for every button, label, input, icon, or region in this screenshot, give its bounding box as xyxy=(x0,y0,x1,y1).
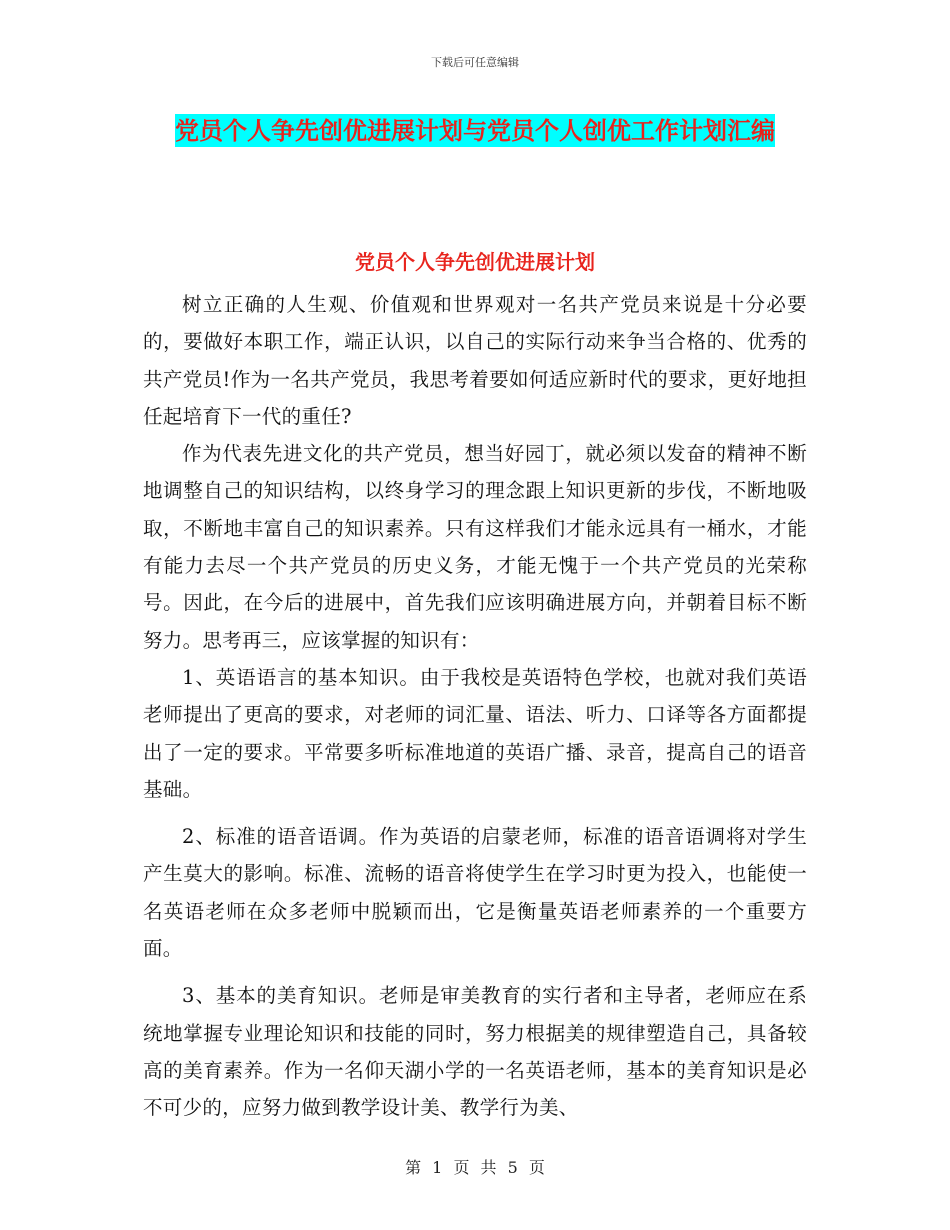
document-title-text: 党员个人争先创优进展计划与党员个人创优工作计划汇编 xyxy=(175,116,775,145)
document-title xyxy=(150,108,800,154)
page-footer: 第 1 页 共 5 页 xyxy=(405,1158,545,1177)
paragraph: 3、基本的美育知识。老师是审美教育的实行者和主导者，老师应在系统地掌握专业理论知识和技能的同时，努力根据美的规律塑造自己，具备较高的美育素养。作为一名仰天湖小学的一名英语老师，基本的美育知识是必不可少的，应努力做到教学设计美、教学行为美、 xyxy=(143,984,807,1120)
header-note: 下载后可任意编辑 xyxy=(431,56,519,69)
section-title: 党员个人争先创优进展计划 xyxy=(355,250,595,274)
body-text xyxy=(143,286,807,1127)
paragraph: 树立正确的人生观、价值观和世界观对一名共产党员来说是十分必要的，要做好本职工作，端正认识，以自己的实际行动来争当合格的、优秀的共产党员!作为一名共产党员，我思考着要如何适应新时代的要求，更好地担任起培育下一代的重任? xyxy=(143,293,807,428)
paragraph: 1、英语语言的基本知识。由于我校是英语特色学校，也就对我们英语老师提出了更高的要求，对老师的词汇量、语法、听力、口译等各方面都提出了一定的要求。平常要多听标准地道的英语广播、录音，提高自己的语音基础。 xyxy=(143,665,807,801)
paragraph: 2、标准的语音语调。作为英语的启蒙老师，标准的语音语调将对学生产生莫大的影响。标准、流畅的语音将使学生在学习时更为投入，也能使一名英语老师在众多老师中脱颖而出，它是衡量英语老师素养的一个重要方面。 xyxy=(143,825,807,961)
paragraph: 作为代表先进文化的共产党员，想当好园丁，就必须以发奋的精神不断地调整自己的知识结构，以终身学习的理念跟上知识更新的步伐，不断地吸取，不断地丰富自己的知识素养。只有这样我们才能永远具有一桶水，才能有能力去尽一个共产党员的历史义务，才能无愧于一个共产党员的光荣称号。因此，在今后的进展中，首先我们应该明确进展方向，并朝着目标不断努力。思考再三，应该掌握的知识有： xyxy=(143,442,807,652)
